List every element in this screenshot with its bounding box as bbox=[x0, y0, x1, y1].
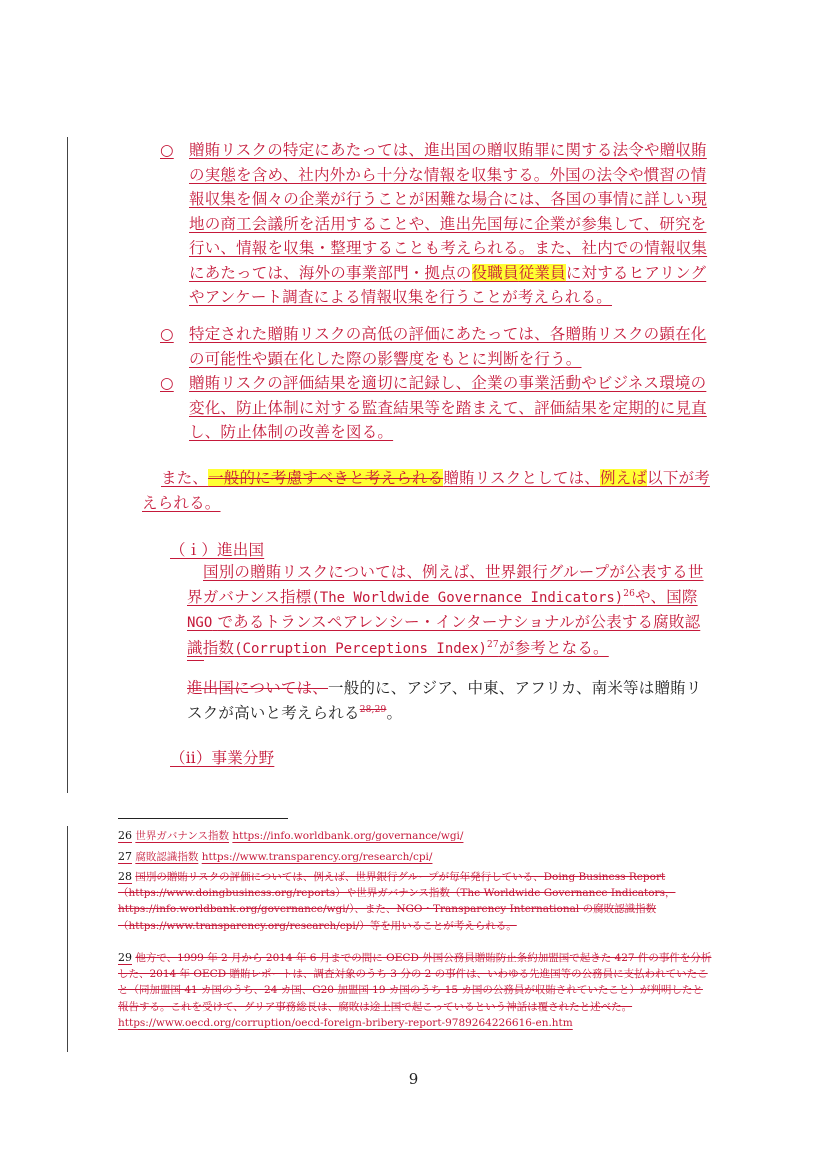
bullet-mark: ○ bbox=[160, 374, 174, 392]
bullet-text: 特定された贈賄リスクの高低の評価にあたっては、各贈賄リスクの顕在化の可能性や顕在化した際の影響度をもとに判断を行う。 bbox=[189, 325, 707, 368]
inserted-phrase: 例えば bbox=[600, 469, 648, 487]
bullet-mark: ○ bbox=[160, 141, 174, 159]
bullet-item bbox=[160, 138, 712, 310]
footnote-29: 29 他方で、1999 年 2 月から 2014 年 6 月までの間に OECD 外国公務員贈賄防止条約加盟国で起きた 427 件の事件を分析した、2014 年 OECD 贈賄レポートは、調査対象のうち 3 分の 2 の事件は、いわゆる先進国等の公務員に支払われていたこと（同加盟国 41 カ国のうち、24 カ国、G20 加盟国 19 カ国のうち 15 カ国の公務員が収賄されていたこと）が判明したと報告する。これを受けて、グリア事務総長は、腐敗は途上国で起こっているという神話は覆されたと述べた。 https://www.oecd.org/corruption/oecd-foreign-bribery-report-9789264226616-en.htm bbox=[118, 951, 712, 1029]
footnote-28: 28 国別の贈賄リスクの評価については、例えば、世界銀行グループが毎年発行している、Doing Business Report（https://www.doingbusiness.org/reports）や世界ガバナンス指数（The Worldwide Governance Indicators，https://info.worldbank.org/governance/wgi/）、また、NGO・Transparency International の腐敗認識指数（https://www.transparency.org/research/cpi/）等を用いることが考えられる。 bbox=[118, 870, 676, 932]
deleted-lead: 進出国については、 bbox=[187, 679, 328, 697]
footnote-27: 27 腐敗認識指数 https://www.transparency.org/research/cpi/ bbox=[118, 850, 433, 863]
section-heading-ii: （ⅱ）事業分野 bbox=[170, 749, 275, 767]
change-bar-main bbox=[67, 137, 68, 793]
bullet-item bbox=[160, 371, 712, 445]
page-number: 9 bbox=[408, 1070, 419, 1088]
section-i-text: 国別の贈賄リスクについては、例えば、世界銀行グループが公表する世界ガバナンス指標(The Worldwide Governance Indicators)$^{26}$や、国際 NGO であるトランスペアレンシー・インターナショナルが公表する腐敗認識指数(Corruption Perceptions Index)$^{27}$が参考となる。 bbox=[187, 563, 704, 657]
empty-inserted-line bbox=[187, 660, 204, 661]
bullet-text: 贈賄リスクの特定にあたっては、進出国の贈収賄罪に関する法令や贈収賄の実態を含め、社内外から十分な情報を収集する。外国の法令や慣習の情報収集を個々の企業が行うことが困難な場合には、各国の事情に詳しい現地の商工会議所を活用することや、進出先国毎に企業が参集して、研究を行い、情報を収集・整理することも考えられる。また、社内での情報収集にあたっては、海外の事業部門・拠点の役職員従業員に対するヒアリングやアンケート調査による情報収集を行うことが考えられる。 bbox=[189, 141, 708, 306]
highlight-role: 役職員 bbox=[471, 263, 519, 282]
intro-paragraph: また、一般的に考慮すべきと考えられる贈賄リスクとしては、例えば以下が考えられる。 bbox=[142, 469, 710, 512]
section-i-general: 進出国については、一般的に、アジア、中東、アフリカ、南米等は贈賄リスクが高いと考えられる$^{28,29}$。 bbox=[187, 679, 702, 722]
section-heading-i: （ｉ）進出国 bbox=[170, 541, 265, 559]
change-bar-footnotes bbox=[67, 826, 68, 1052]
highlight-role-2: 従業員 bbox=[518, 263, 566, 282]
footnote-separator bbox=[118, 818, 288, 819]
bullet-item bbox=[160, 322, 712, 371]
bullet-mark: ○ bbox=[160, 325, 174, 343]
deleted-refs: 28,29 bbox=[359, 704, 387, 715]
bullet-text: 贈賄リスクの評価結果を適切に記録し、企業の事業活動やビジネス環境の変化、防止体制に対する監査結果等を踏まえて、評価結果を定期的に見直し、防止体制の改善を図る。 bbox=[189, 374, 707, 441]
deleted-phrase: 一般的に考慮すべきと考えられる bbox=[208, 469, 444, 487]
footnote-26: 26 世界ガバナンス指数 https://info.worldbank.org/governance/wgi/ bbox=[118, 829, 464, 842]
